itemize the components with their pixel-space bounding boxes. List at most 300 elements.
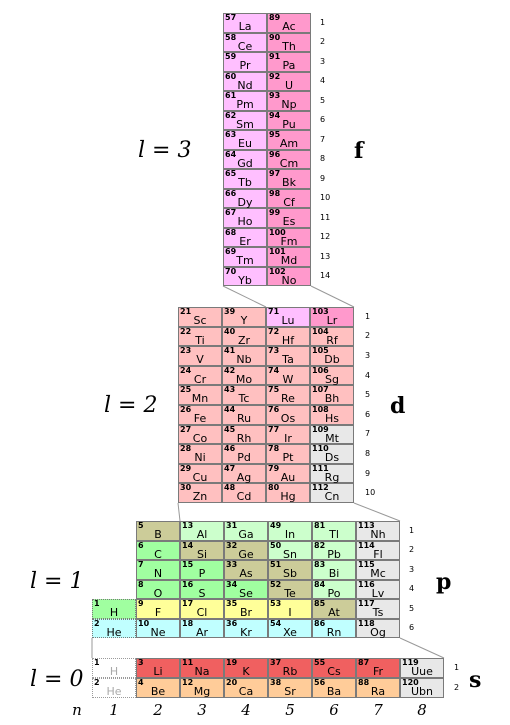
element-cell (400, 678, 444, 698)
element-cell (180, 541, 224, 561)
element-symbol: Pb (327, 547, 341, 561)
element-cell (356, 521, 400, 541)
element-cell (136, 599, 180, 619)
atomic-number: 29 (180, 463, 192, 473)
p-block-row-label: 1 (409, 525, 415, 535)
atomic-number: 84 (314, 579, 326, 589)
element-cell (267, 91, 311, 111)
element-symbol: Be (150, 685, 166, 698)
element-cell (312, 560, 356, 580)
atomic-number: 64 (225, 149, 237, 159)
atomic-number: 25 (180, 385, 192, 395)
element-symbol: Ce (237, 39, 253, 53)
atomic-number: 81 (314, 521, 326, 530)
element-symbol: H (109, 606, 119, 619)
element-cell (223, 150, 267, 170)
atomic-number: 13 (182, 521, 194, 530)
atomic-number: 37 (270, 658, 282, 667)
atomic-number: 68 (225, 227, 237, 237)
element-cell (312, 658, 356, 678)
atomic-number: 109 (312, 424, 329, 434)
element-cell (223, 247, 267, 267)
element-cell (222, 346, 266, 366)
atomic-number: 94 (269, 110, 281, 120)
element-symbol: S (198, 586, 206, 600)
atomic-number: 18 (182, 618, 194, 628)
element-symbol: Hf (281, 333, 295, 347)
element-symbol: Se (239, 586, 253, 600)
element-symbol: Al (196, 528, 208, 541)
element-symbol: Hs (324, 412, 339, 425)
atomic-number: 46 (224, 444, 236, 454)
atomic-number: 9 (138, 599, 144, 608)
element-cell (222, 444, 266, 464)
element-cell (310, 366, 354, 386)
element-symbol: Lu (281, 314, 295, 327)
element-cell (267, 267, 311, 287)
atomic-number: 5 (138, 521, 144, 530)
atomic-number: 48 (224, 483, 236, 493)
atomic-number: 69 (225, 247, 237, 256)
element-symbol: Ti (195, 333, 205, 347)
n-axis-tick: 1 (109, 701, 119, 719)
element-symbol: Eu (238, 137, 252, 150)
element-cell (310, 444, 354, 464)
element-symbol: Rn (326, 625, 342, 639)
element-symbol: Pa (282, 59, 296, 72)
element-cell (178, 385, 222, 405)
element-cell (222, 366, 266, 386)
element-symbol: Cm (279, 156, 299, 170)
element-cell (178, 444, 222, 464)
atomic-number: 70 (225, 266, 237, 276)
label-p-block: p (436, 569, 452, 595)
atomic-number: 103 (312, 307, 329, 316)
element-cell (356, 678, 400, 698)
element-cell (267, 52, 311, 72)
d-block-row-label: 4 (365, 370, 371, 380)
p-block-row-label: 2 (409, 545, 415, 555)
element-symbol: Sr (284, 685, 296, 698)
element-cell (180, 560, 224, 580)
element-symbol: Sm (236, 117, 254, 131)
n-axis-tick: 4 (241, 701, 251, 719)
p-block-row-label: 3 (409, 564, 415, 574)
element-symbol: U (284, 78, 294, 92)
element-symbol: F (154, 606, 162, 619)
element-symbol: Dy (237, 195, 253, 209)
element-cell (356, 560, 400, 580)
label-d-block: d (390, 393, 406, 419)
element-cell (92, 619, 136, 639)
element-symbol: Db (324, 353, 340, 367)
n-axis-tick: 2 (153, 701, 163, 719)
element-symbol: Rg (324, 470, 340, 484)
element-symbol: Mt (325, 431, 339, 445)
atomic-number: 110 (312, 444, 329, 454)
atomic-number: 49 (270, 521, 282, 530)
f-block-row-label: 6 (320, 115, 326, 125)
element-cell (267, 111, 311, 131)
element-cell (180, 580, 224, 600)
atomic-number: 22 (180, 326, 192, 336)
element-symbol: Sn (283, 547, 297, 561)
element-cell (266, 385, 310, 405)
element-cell (266, 483, 310, 503)
element-cell (268, 541, 312, 561)
element-cell (92, 678, 136, 698)
element-symbol: P (198, 567, 206, 580)
element-symbol: Ga (238, 528, 254, 541)
f-block-row-label: 9 (320, 173, 326, 183)
f-block-row-label: 1 (320, 17, 326, 27)
element-symbol: Pd (237, 451, 251, 465)
atomic-number: 82 (314, 540, 326, 550)
label-s-block: s (469, 667, 482, 693)
f-block-row-label: 2 (320, 37, 326, 47)
element-cell (310, 385, 354, 405)
element-cell (136, 619, 180, 639)
element-symbol: Pm (236, 98, 254, 111)
element-cell (266, 444, 310, 464)
atomic-number: 73 (268, 346, 280, 356)
element-cell (310, 405, 354, 425)
element-cell (400, 658, 444, 678)
element-symbol: Os (280, 412, 296, 425)
element-cell (223, 228, 267, 248)
element-symbol: V (196, 353, 204, 367)
element-symbol: Er (239, 234, 251, 248)
element-cell (224, 560, 268, 580)
atomic-number: 7 (138, 560, 144, 569)
element-symbol: He (106, 685, 122, 698)
atomic-number: 26 (180, 405, 192, 414)
element-cell (92, 599, 136, 619)
atomic-number: 20 (226, 678, 238, 687)
element-symbol: Nd (237, 78, 253, 92)
atomic-number: 53 (270, 599, 282, 608)
element-symbol: He (106, 625, 122, 639)
element-cell (222, 464, 266, 484)
element-symbol: At (328, 606, 340, 619)
element-symbol: Cu (192, 470, 208, 484)
f-block-row-label: 7 (320, 134, 326, 144)
atomic-number: 4 (138, 678, 144, 687)
atomic-number: 114 (358, 540, 375, 550)
f-block-row-label: 11 (320, 212, 331, 222)
element-symbol: W (282, 372, 294, 386)
atomic-number: 31 (226, 521, 238, 530)
element-cell (310, 483, 354, 503)
element-symbol: Sb (283, 567, 297, 580)
element-symbol: La (238, 20, 252, 33)
element-cell (223, 130, 267, 150)
n-axis-tick: 6 (329, 701, 339, 719)
element-symbol: Na (194, 665, 210, 678)
label-f-block: f (354, 138, 364, 164)
atomic-number: 119 (402, 658, 419, 667)
atomic-number: 76 (268, 405, 280, 414)
connector-d-p-right (354, 503, 400, 521)
atomic-number: 21 (180, 307, 192, 316)
element-cell (356, 599, 400, 619)
element-symbol: Au (280, 470, 296, 484)
element-cell (312, 521, 356, 541)
element-symbol: Pu (282, 117, 296, 131)
atomic-number: 42 (224, 365, 236, 375)
element-cell (268, 619, 312, 639)
element-symbol: Y (240, 314, 248, 327)
element-symbol: Ta (282, 353, 294, 367)
element-cell (178, 425, 222, 445)
n-axis-tick: 8 (417, 701, 427, 719)
element-cell (266, 464, 310, 484)
connector-f-d-right (311, 286, 354, 307)
element-symbol: Li (153, 665, 163, 678)
f-block-row-label: 3 (320, 56, 326, 66)
p-block-row-label: 5 (409, 603, 415, 613)
element-symbol: Ir (284, 431, 292, 445)
element-cell (268, 560, 312, 580)
atomic-number: 83 (314, 560, 326, 569)
element-cell (222, 307, 266, 327)
f-block-row-label: 13 (320, 251, 331, 261)
atomic-number: 105 (312, 346, 329, 356)
atomic-number: 24 (180, 365, 192, 375)
atomic-number: 61 (225, 91, 237, 100)
element-cell (222, 385, 266, 405)
element-cell (266, 405, 310, 425)
element-cell (267, 169, 311, 189)
atomic-number: 107 (312, 385, 329, 395)
atomic-number: 79 (268, 463, 280, 473)
element-cell (180, 521, 224, 541)
element-symbol: Ds (324, 451, 340, 465)
element-cell (267, 150, 311, 170)
d-block-row-label: 7 (365, 429, 371, 439)
atomic-number: 80 (268, 483, 280, 493)
atomic-number: 117 (358, 599, 375, 608)
d-block-row-label: 10 (365, 488, 376, 498)
element-cell (223, 111, 267, 131)
atomic-number: 116 (358, 579, 375, 589)
element-cell (178, 346, 222, 366)
element-symbol: Lv (371, 586, 385, 600)
element-symbol: Ra (370, 685, 386, 698)
element-symbol: Rb (282, 665, 298, 678)
atomic-number: 11 (182, 658, 194, 667)
element-cell (178, 483, 222, 503)
atomic-number: 12 (182, 678, 194, 687)
atomic-number: 89 (269, 13, 281, 22)
atomic-number: 19 (226, 658, 238, 667)
atomic-number: 65 (225, 169, 237, 178)
element-symbol: Cn (324, 490, 340, 504)
d-block-row-label: 3 (365, 351, 371, 360)
atomic-number: 32 (226, 540, 238, 550)
atomic-number: 120 (402, 678, 419, 687)
element-symbol: Bi (328, 567, 340, 580)
atomic-number: 2 (94, 678, 100, 687)
atomic-number: 111 (312, 463, 329, 473)
element-cell (356, 619, 400, 639)
connector-p-s-right (400, 638, 444, 658)
element-symbol: Tc (238, 392, 250, 406)
element-symbol: Tm (236, 254, 254, 267)
p-block-row-label: 6 (409, 623, 415, 633)
atomic-number: 40 (224, 326, 236, 336)
element-cell (178, 327, 222, 347)
element-symbol: Ag (236, 470, 252, 484)
element-cell (266, 425, 310, 445)
element-symbol: Ac (282, 20, 296, 33)
label-l3: l = 3 (138, 138, 192, 163)
element-symbol: Zr (237, 333, 251, 347)
element-symbol: Sg (325, 372, 339, 386)
element-symbol: Np (281, 98, 297, 111)
d-block-row-label: 8 (365, 449, 371, 458)
n-axis-tick: 7 (373, 701, 383, 719)
element-cell (266, 346, 310, 366)
element-cell (267, 130, 311, 150)
element-symbol: Tl (329, 528, 339, 541)
element-cell (136, 580, 180, 600)
element-symbol: Po (327, 586, 341, 600)
element-symbol: Ni (194, 451, 206, 465)
f-block-row-label: 5 (320, 95, 326, 105)
element-symbol: Ru (236, 412, 252, 425)
d-block-row-label: 6 (365, 409, 371, 419)
atomic-number: 97 (269, 169, 281, 178)
element-cell (178, 405, 222, 425)
element-cell (136, 560, 180, 580)
element-cell (312, 678, 356, 698)
atomic-number: 90 (269, 32, 281, 42)
element-cell (223, 52, 267, 72)
element-cell (268, 599, 312, 619)
element-symbol: Nh (370, 528, 386, 541)
atomic-number: 59 (225, 52, 237, 61)
element-symbol: Yb (238, 273, 252, 287)
element-cell (180, 619, 224, 639)
atomic-number: 54 (270, 618, 282, 628)
element-symbol: Es (282, 215, 296, 228)
atomic-number: 66 (225, 188, 237, 198)
element-symbol: Mg (193, 685, 211, 698)
atomic-number: 57 (225, 13, 237, 22)
element-cell (136, 541, 180, 561)
atomic-number: 45 (224, 424, 236, 434)
atomic-number: 100 (269, 227, 286, 237)
element-cell (310, 464, 354, 484)
element-symbol: Ge (238, 547, 254, 561)
element-symbol: Zn (192, 490, 208, 504)
element-cell (266, 327, 310, 347)
label-l2: l = 2 (104, 393, 158, 418)
atomic-number: 38 (270, 678, 282, 687)
atomic-number: 77 (268, 424, 280, 434)
atomic-number: 51 (270, 560, 282, 569)
element-cell (223, 91, 267, 111)
atomic-number: 33 (226, 560, 238, 569)
element-symbol: Sc (193, 314, 207, 327)
atomic-number: 96 (269, 149, 281, 159)
label-l1: l = 1 (30, 569, 84, 594)
element-symbol: N (153, 567, 163, 580)
element-cell (267, 189, 311, 209)
element-symbol: Am (279, 137, 299, 150)
element-symbol: As (239, 567, 253, 580)
element-cell (268, 678, 312, 698)
element-cell (267, 228, 311, 248)
element-symbol: Tb (238, 176, 252, 189)
s-block-row-label: 2 (454, 683, 460, 692)
element-symbol: Rh (236, 431, 252, 445)
f-block-row-label: 8 (320, 154, 326, 164)
element-cell (222, 327, 266, 347)
element-cell (224, 658, 268, 678)
element-cell (180, 599, 224, 619)
atomic-number: 23 (180, 346, 192, 356)
f-block-row-label: 10 (320, 193, 331, 203)
atomic-number: 3 (138, 658, 144, 667)
element-symbol: Cl (196, 606, 208, 619)
element-symbol: C (154, 547, 162, 561)
element-cell (267, 208, 311, 228)
element-cell (267, 13, 311, 33)
atomic-number: 1 (94, 599, 100, 608)
atomic-number: 112 (312, 483, 329, 493)
atomic-number: 14 (182, 540, 194, 550)
element-symbol: O (153, 586, 163, 600)
element-symbol: Ar (195, 625, 209, 639)
element-symbol: Mn (191, 392, 209, 406)
atomic-number: 92 (269, 71, 281, 81)
element-cell (222, 483, 266, 503)
element-symbol: No (281, 273, 297, 287)
element-symbol: Bk (282, 176, 296, 189)
element-cell (268, 521, 312, 541)
atomic-number: 113 (358, 521, 375, 530)
element-symbol: Og (370, 625, 386, 639)
element-symbol: Bh (324, 392, 340, 406)
element-cell (267, 247, 311, 267)
element-symbol: Cd (236, 490, 252, 504)
atomic-number: 30 (180, 483, 192, 493)
atomic-number: 6 (138, 540, 144, 550)
element-cell (222, 405, 266, 425)
element-cell (224, 541, 268, 561)
element-symbol: Ubn (410, 685, 433, 698)
atomic-number: 52 (270, 579, 282, 589)
element-cell (268, 580, 312, 600)
d-block-row-label: 2 (365, 331, 371, 341)
element-cell (178, 464, 222, 484)
atomic-number: 27 (180, 424, 192, 434)
p-block-row-label: 4 (409, 584, 415, 594)
atomic-number: 35 (226, 599, 238, 608)
element-cell (223, 72, 267, 92)
element-cell (223, 33, 267, 53)
atomic-number: 75 (268, 385, 280, 395)
atomic-number: 28 (180, 444, 192, 454)
connector-d-p-left (178, 503, 180, 521)
atomic-number: 8 (138, 579, 144, 589)
element-cell (356, 580, 400, 600)
element-symbol: Fl (373, 547, 383, 561)
atomic-number: 47 (224, 463, 236, 473)
element-symbol: B (154, 528, 162, 541)
